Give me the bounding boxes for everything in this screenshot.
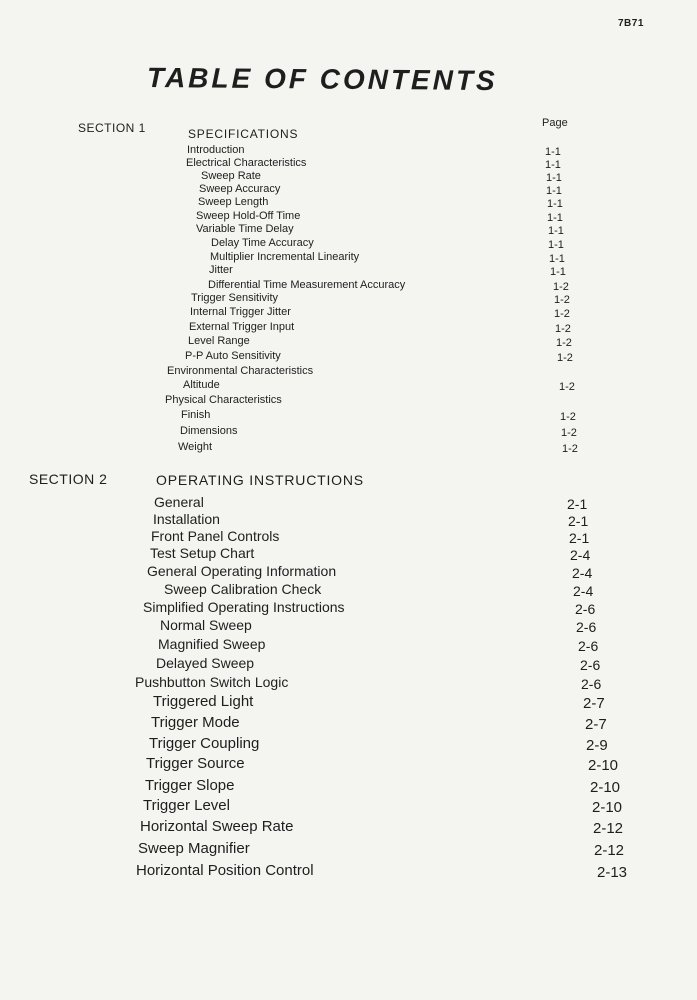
section-2-entry-page: 2-1 [569,530,590,546]
section-1-entry-title: P-P Auto Sensitivity [185,350,281,362]
section-1-entry-title: Weight [178,441,213,453]
page-column-header: Page [542,117,568,129]
section-2-entry-title: Trigger Coupling [149,735,260,752]
section-2-entry-page: 2-6 [581,676,602,692]
section-2-entry-title: Normal Sweep [160,617,252,633]
section-1-title: SPECIFICATIONS [188,127,299,141]
section-2-entry-title: General Operating Information [147,563,337,579]
section-1-entry-title: Altitude [183,379,220,391]
section-1-entry-page: 1-1 [545,146,561,158]
section-2-entry-page: 2-7 [583,695,605,712]
section-1-entry-page: 1-2 [553,281,569,293]
section-1-entry-page: 1-2 [554,294,570,306]
section-2-entry-page: 2-4 [570,547,591,563]
page-number: 7B71 [618,18,644,29]
section-2-entry-title: General [154,494,204,510]
section-2-entry-page: 2-12 [594,842,625,859]
section-2-entry-page: 2-6 [576,619,597,635]
section-1-entry-page: 1-1 [545,159,561,171]
section-1-entry-title: Internal Trigger Jitter [190,306,291,318]
section-1-entry-page: 1-1 [546,172,562,184]
page-title: TABLE OF CONTENTS [146,62,498,97]
section-1-entry-title: Variable Time Delay [196,223,294,235]
section-2-entry-title: Horizontal Position Control [136,862,314,879]
section-2-entry-title: Trigger Mode [151,714,240,731]
section-2-entry-page: 2-13 [597,864,628,881]
section-2-entry-page: 2-10 [590,779,621,796]
section-1-entry-title: Multiplier Incremental Linearity [210,251,360,263]
section-1-entry-title: Sweep Length [198,196,269,208]
section-2-entry-title: Pushbutton Switch Logic [135,674,289,690]
section-2-entry-title: Triggered Light [153,693,254,710]
section-2-entry-page: 2-7 [585,716,607,733]
section-1-entry-page: 1-2 [562,443,578,455]
section-1-entry-title: Level Range [188,335,250,347]
section-1-entry-title: Jitter [209,264,233,276]
section-1-entry-title: External Trigger Input [189,321,295,333]
section-1-entry-page: 1-2 [554,308,570,320]
section-2-label: SECTION 2 [29,471,108,487]
section-1-entry-page: 1-1 [548,225,564,237]
section-1-entry-title: Environmental Characteristics [167,365,314,377]
section-1-entry-page: 1-1 [548,239,564,251]
section-2-entry-title: Trigger Level [143,797,230,814]
section-1-entry-title: Physical Characteristics [165,394,282,406]
section-1-entry-title: Finish [181,409,211,421]
section-2-entry-page: 2-6 [578,638,599,654]
section-2-entry-title: Trigger Slope [145,777,235,794]
section-2-entry-title: Delayed Sweep [156,655,255,671]
section-1-entry-title: Sweep Hold-Off Time [196,210,301,222]
section-2-entry-page: 2-4 [572,565,593,581]
section-2-entry-page: 2-6 [575,601,596,617]
section-2-entry-page: 2-10 [592,799,623,816]
section-1-entry-page: 1-1 [546,185,562,197]
section-2-entry-page: 2-10 [588,757,619,774]
section-2-entry-title: Sweep Magnifier [138,840,250,857]
section-1-entry-page: 1-1 [547,212,563,224]
section-2-entry-title: Test Setup Chart [150,545,255,561]
section-1-entry-title: Sweep Rate [201,170,261,182]
section-1-entry-page: 1-2 [557,352,573,364]
section-1-entry-page: 1-2 [555,323,571,335]
section-1-entry-page: 1-2 [560,411,576,423]
section-1-entry-title: Electrical Characteristics [186,157,307,169]
section-1-entry-page: 1-2 [559,381,575,393]
section-1-entry-page: 1-2 [556,337,572,349]
section-2-entry-page: 2-9 [586,737,608,754]
section-1-entry-title: Dimensions [180,425,238,437]
section-1-entry-page: 1-1 [547,198,563,210]
section-2-entry-title: Simplified Operating Instructions [143,599,345,615]
section-2-entry-page: 2-4 [573,583,594,599]
section-1-entry-title: Trigger Sensitivity [191,292,279,304]
section-2-entry-page: 2-1 [567,496,588,512]
section-1-entry-page: 1-1 [549,253,565,265]
section-2-entry-title: Front Panel Controls [151,528,280,544]
section-1-entry-title: Delay Time Accuracy [211,237,314,249]
section-2-entry-title: Horizontal Sweep Rate [140,818,294,835]
section-2-entry-title: Trigger Source [146,755,245,772]
section-2-title: OPERATING INSTRUCTIONS [156,472,364,488]
section-2-entry-page: 2-6 [580,657,601,673]
section-1-entry-title: Sweep Accuracy [199,183,281,195]
section-1-entry-page: 1-2 [561,427,577,439]
section-2-entry-title: Sweep Calibration Check [164,581,322,597]
section-2-entry-page: 2-1 [568,513,589,529]
section-2-entry-page: 2-12 [593,820,624,837]
section-1-entry-page: 1-1 [550,266,566,278]
section-1-entry-title: Introduction [187,144,245,156]
section-1-entry-title: Differential Time Measurement Accuracy [208,279,406,291]
section-2-entry-title: Magnified Sweep [158,636,266,652]
section-2-entry-title: Installation [153,511,220,527]
section-1-label: SECTION 1 [78,121,146,135]
